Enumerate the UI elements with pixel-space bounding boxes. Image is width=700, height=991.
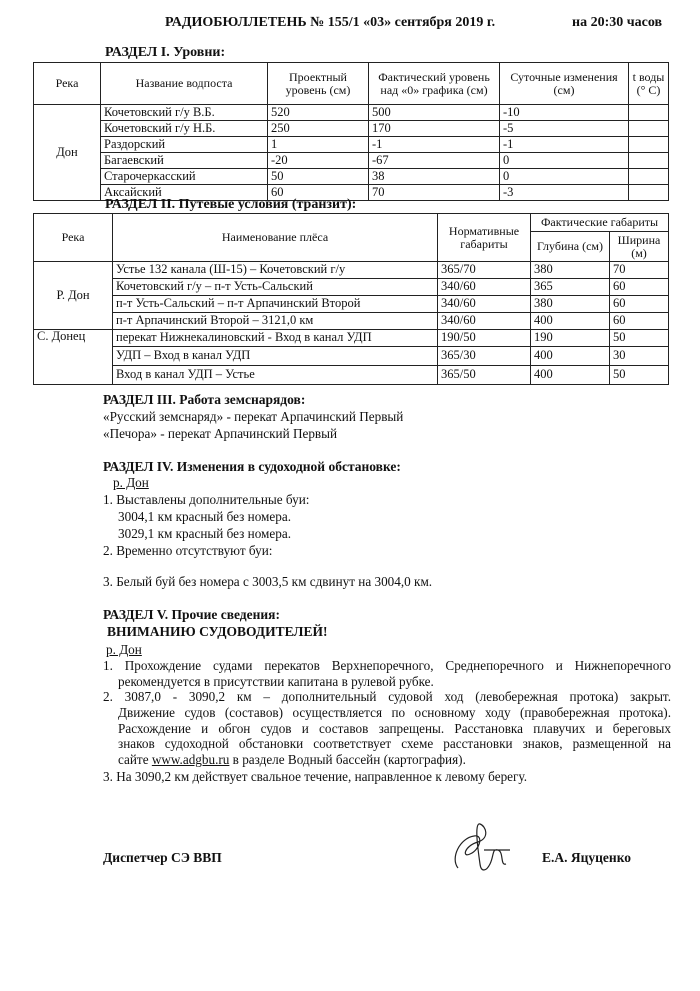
col-depth: Глубина (см) bbox=[531, 232, 610, 262]
river-label: р. Дон bbox=[106, 642, 142, 657]
table-row bbox=[34, 137, 669, 153]
station-name: Раздорский bbox=[101, 137, 268, 153]
water-temp bbox=[629, 185, 669, 201]
actual-level: 170 bbox=[369, 121, 500, 137]
col-daily-change: Суточные изменения (см) bbox=[500, 63, 629, 105]
table-row bbox=[34, 366, 669, 385]
actual-level: -67 bbox=[369, 153, 500, 169]
daily-change: -1 bbox=[500, 137, 629, 153]
design-level: 520 bbox=[268, 105, 369, 121]
norm-dims: 365/30 bbox=[438, 347, 531, 366]
design-level: 250 bbox=[268, 121, 369, 137]
col-norm-dims: Нормативные габариты bbox=[438, 214, 531, 262]
station-name: Старочеркасский bbox=[101, 169, 268, 185]
norm-dims: 365/50 bbox=[438, 366, 531, 385]
changes-item-1a: 3004,1 км красный без номера. bbox=[118, 509, 291, 524]
table-row bbox=[34, 347, 669, 366]
notice-item-2-line-2: Движение судов (составов) осуществляется по основному ходу (правобережная протока). bbox=[118, 704, 671, 720]
reach-name: Вход в канал УДП – Устье bbox=[113, 366, 438, 385]
width: 60 bbox=[610, 279, 669, 296]
width: 50 bbox=[610, 330, 669, 347]
bulletin-title: РАДИОБЮЛЛЕТЕНЬ № 155/1 «03» сентября 2019 г. bbox=[165, 15, 496, 30]
notice-item-1-line-2: рекомендуется в присутствии капитана в рулевой рубке. bbox=[118, 673, 434, 689]
notice-item-2-line-4: знаков судоходной обстановки соответствует схеме расстановки знаков, размещенной на bbox=[118, 736, 671, 752]
changes-item-1b: 3029,1 км красный без номера. bbox=[118, 526, 291, 541]
depth: 400 bbox=[531, 347, 610, 366]
norm-dims: 340/60 bbox=[438, 279, 531, 296]
station-name: Кочетовский г/у В.Б. bbox=[101, 105, 268, 121]
reach-name: УДП – Вход в канал УДП bbox=[113, 347, 438, 366]
station-name: Багаевский bbox=[101, 153, 268, 169]
width: 70 bbox=[610, 262, 669, 279]
table-row bbox=[34, 279, 669, 296]
table-row bbox=[34, 296, 669, 313]
route-table bbox=[33, 213, 669, 385]
actual-level: 500 bbox=[369, 105, 500, 121]
section1-title: РАЗДЕЛ I. Уровни: bbox=[105, 45, 226, 60]
col-actual-dims: Фактические габариты bbox=[531, 214, 669, 232]
daily-change: -5 bbox=[500, 121, 629, 137]
width: 50 bbox=[610, 366, 669, 385]
changes-item-3: 3. Белый буй без номера с 3003,5 км сдвинут на 3004,0 км. bbox=[103, 574, 433, 589]
river-cell: Дон bbox=[34, 105, 101, 201]
water-temp bbox=[629, 153, 669, 169]
notice-item-3: 3. На 3090,2 км действует свальное течение, направленное к левому берегу. bbox=[103, 769, 527, 784]
section2-title: РАЗДЕЛ II. Путевые условия (транзит): bbox=[105, 197, 357, 212]
depth: 400 bbox=[531, 366, 610, 385]
norm-dims: 340/60 bbox=[438, 313, 531, 330]
depth: 380 bbox=[531, 262, 610, 279]
depth: 380 bbox=[531, 296, 610, 313]
water-temp bbox=[629, 121, 669, 137]
section3-title: РАЗДЕЛ III. Работа земснарядов: bbox=[103, 392, 306, 407]
table-row bbox=[34, 330, 669, 347]
depth: 365 bbox=[531, 279, 610, 296]
notice-item-2 bbox=[103, 689, 671, 768]
col-river: Река bbox=[34, 63, 101, 105]
table-row bbox=[34, 169, 669, 185]
table-row bbox=[34, 121, 669, 137]
width: 60 bbox=[610, 296, 669, 313]
actual-level: 70 bbox=[369, 185, 500, 201]
col-station: Название водпоста bbox=[101, 63, 268, 105]
dredger-line-2: «Печора» - перекат Арпачинский Первый bbox=[103, 426, 338, 441]
levels-table bbox=[33, 62, 669, 201]
design-level: -20 bbox=[268, 153, 369, 169]
table-row bbox=[34, 313, 669, 330]
actual-level: -1 bbox=[369, 137, 500, 153]
width: 30 bbox=[610, 347, 669, 366]
daily-change: -10 bbox=[500, 105, 629, 121]
notice-item-2-line-3: Расхождение и обгон судов и составов запрещены. Расстановка плавучих и береговых bbox=[118, 720, 671, 736]
river-cell: Р. Дон bbox=[34, 262, 113, 330]
table-row bbox=[34, 153, 669, 169]
water-temp bbox=[629, 169, 669, 185]
design-level: 1 bbox=[268, 137, 369, 153]
actual-level: 38 bbox=[369, 169, 500, 185]
col-water-temp: t воды (° С) bbox=[629, 63, 669, 105]
design-level: 60 bbox=[268, 185, 369, 201]
site-suffix: в разделе Водный бассейн (картография). bbox=[229, 752, 466, 768]
site-prefix: сайте bbox=[118, 752, 152, 768]
depth: 400 bbox=[531, 313, 610, 330]
river-label: р. Дон bbox=[113, 475, 149, 490]
reach-name: п-т Арпачинский Второй – 3121,0 км bbox=[113, 313, 438, 330]
notice-item-2-line-5 bbox=[103, 752, 671, 768]
col-design-level: Проектный уровень (см) bbox=[268, 63, 369, 105]
norm-dims: 365/70 bbox=[438, 262, 531, 279]
changes-item-1: 1. Выставлены дополнительные буи: bbox=[103, 492, 310, 507]
changes-item-2: 2. Временно отсутствуют буи: bbox=[103, 543, 273, 558]
bulletin-time: на 20:30 часов bbox=[572, 15, 663, 30]
station-name: Кочетовский г/у Н.Б. bbox=[101, 121, 268, 137]
attention-heading: ВНИМАНИЮ СУДОВОДИТЕЛЕЙ! bbox=[107, 624, 328, 639]
design-level: 50 bbox=[268, 169, 369, 185]
depth: 190 bbox=[531, 330, 610, 347]
section5-title: РАЗДЕЛ V. Прочие сведения: bbox=[103, 607, 280, 622]
col-river: Река bbox=[34, 214, 113, 262]
reach-name: п-т Усть-Сальский – п-т Арпачинский Второй bbox=[113, 296, 438, 313]
daily-change: 0 bbox=[500, 153, 629, 169]
reach-name: Устье 132 канала (Ш-15) – Кочетовский г/у bbox=[113, 262, 438, 279]
notice-item-2-line-1: 2. 3087,0 - 3090,2 км – дополнительный судовой ход (левобережная протока) закрыт. bbox=[103, 689, 671, 704]
daily-change: -3 bbox=[500, 185, 629, 201]
site-link[interactable]: www.adgbu.ru bbox=[151, 752, 230, 768]
section4-title: РАЗДЕЛ IV. Изменения в судоходной обстановке: bbox=[103, 459, 401, 474]
dispatcher-role: Диспетчер СЭ ВВП bbox=[103, 850, 222, 865]
table-row bbox=[34, 262, 669, 279]
norm-dims: 340/60 bbox=[438, 296, 531, 313]
norm-dims: 190/50 bbox=[438, 330, 531, 347]
dispatcher-name: Е.А. Яцуценко bbox=[542, 850, 632, 865]
width: 60 bbox=[610, 313, 669, 330]
notice-item-1-line-1: 1. Прохождение судами перекатов Верхнепоречного, Среднепоречного и Нижнепоречного bbox=[103, 658, 671, 673]
signature-image bbox=[440, 820, 520, 880]
col-reach-name: Наименование плёса bbox=[113, 214, 438, 262]
reach-name: перекат Нижнекалиновский - Вход в канал УДП bbox=[113, 330, 438, 347]
col-actual-level: Фактический уровень над «0» графика (см) bbox=[369, 63, 500, 105]
daily-change: 0 bbox=[500, 169, 629, 185]
col-width: Ширина (м) bbox=[610, 232, 669, 262]
river-cell: С. Донец bbox=[34, 330, 113, 385]
water-temp bbox=[629, 105, 669, 121]
notice-item-1 bbox=[103, 658, 671, 690]
water-temp bbox=[629, 137, 669, 153]
dredger-line-1: «Русский земснаряд» - перекат Арпачинский Первый bbox=[103, 409, 404, 424]
station-name: Аксайский bbox=[101, 185, 268, 201]
table-row bbox=[34, 105, 669, 121]
reach-name: Кочетовский г/у – п-т Усть-Сальский bbox=[113, 279, 438, 296]
